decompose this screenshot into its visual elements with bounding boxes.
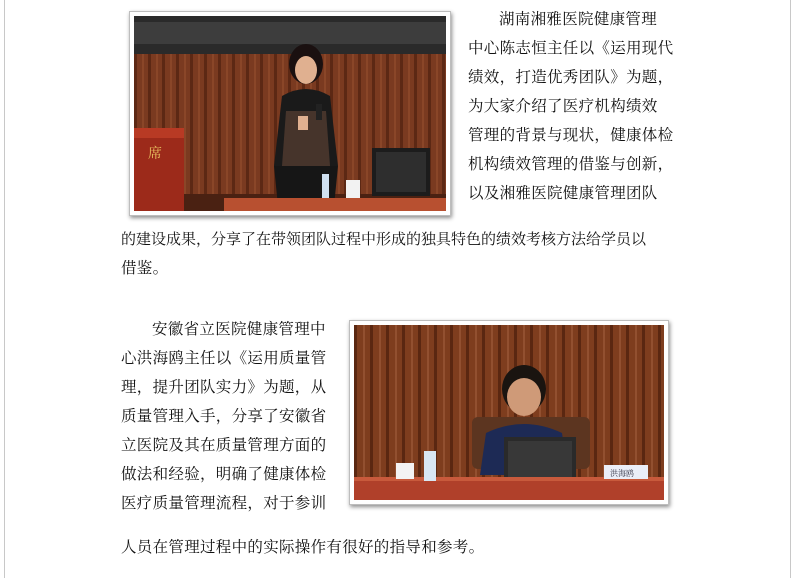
paragraph-1-line: 湖南湘雅医院健康管理 bbox=[499, 10, 658, 28]
speaker-photo-2 bbox=[349, 320, 669, 505]
paragraph-1-line: 中心陈志恒主任以《运用现代 bbox=[468, 39, 674, 57]
podium-sign: 席 bbox=[148, 146, 162, 162]
paragraph-2-line: 心洪海鸥主任以《运用质量管 bbox=[121, 349, 327, 367]
paragraph-2-line: 理，提升团队实力》为题，从 bbox=[121, 378, 327, 396]
speaker-photo-1-image bbox=[134, 16, 446, 211]
page-border-right bbox=[790, 0, 791, 578]
paragraph-2-line: 质量管理入手，分享了安徽省 bbox=[121, 407, 327, 425]
paragraph-1-line: 绩效，打造优秀团队》为题， bbox=[468, 68, 674, 86]
nameplate: 洪海鸥 bbox=[610, 469, 634, 478]
speaker-photo-1 bbox=[129, 11, 451, 216]
paragraph-1-line: 以及湘雅医院健康管理团队 bbox=[468, 184, 658, 202]
page-border-left bbox=[4, 0, 5, 578]
paragraph-2-line: 做法和经验，明确了健康体检 bbox=[121, 465, 327, 483]
paragraph-1-line: 管理的背景与现状，健康体检 bbox=[468, 126, 674, 144]
paragraph-2-line: 立医院及其在质量管理方面的 bbox=[121, 436, 327, 454]
paragraph-1-line: 机构绩效管理的借鉴与创新， bbox=[468, 155, 674, 173]
paragraph-1-line: 为大家介绍了医疗机构绩效 bbox=[468, 97, 658, 115]
paragraph-1-line: 的建设成果，分享了在带领团队过程中形成的独具特色的绩效考核方法给学员以 bbox=[121, 230, 647, 248]
paragraph-2-line: 医疗质量管理流程，对于参训 bbox=[121, 494, 327, 512]
paragraph-2-line: 人员在管理过程中的实际操作有很好的指导和参考。 bbox=[121, 538, 485, 556]
paragraph-2-line: 安徽省立医院健康管理中 bbox=[152, 320, 326, 338]
paragraph-1-line: 借鉴。 bbox=[121, 259, 169, 277]
speaker-photo-2-image bbox=[354, 325, 664, 500]
